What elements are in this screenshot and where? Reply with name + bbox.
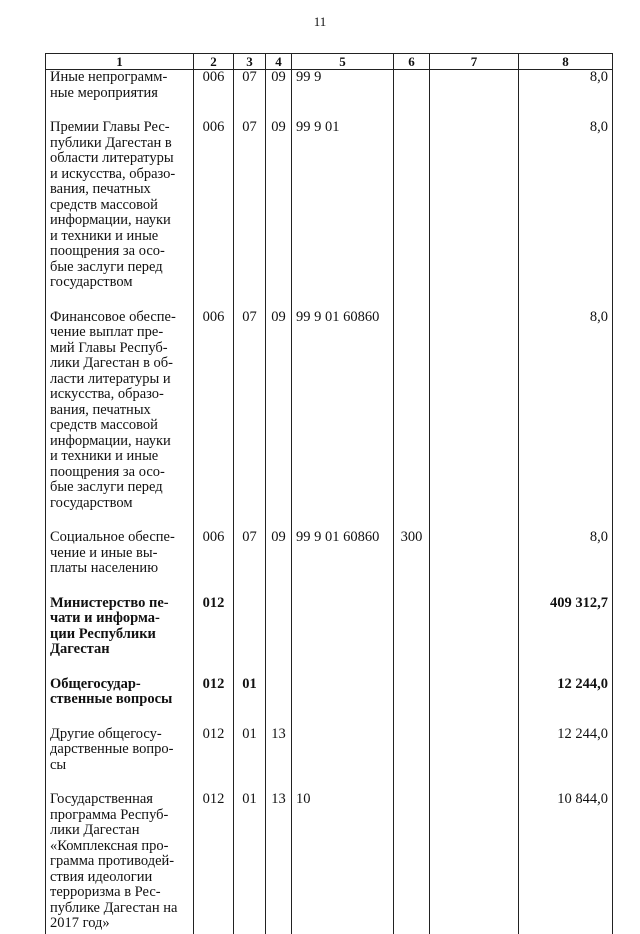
expense-type xyxy=(394,596,430,677)
section-code: 012 xyxy=(194,727,234,793)
subsection-code: 01 xyxy=(234,727,266,793)
row-name: Социальное обеспе- чение и иные вы- платы населению xyxy=(46,530,194,596)
target-code xyxy=(292,677,394,727)
target-code xyxy=(292,727,394,793)
expense-type xyxy=(394,70,430,121)
item-code: 13 xyxy=(266,727,292,793)
col7-value xyxy=(430,70,519,121)
col-header-2: 2 xyxy=(194,54,234,70)
target-code: 99 9 01 60860 xyxy=(292,530,394,596)
item-code xyxy=(266,677,292,727)
amount: 8,0 xyxy=(519,120,613,310)
amount: 10 844,0 xyxy=(519,792,613,934)
col7-value xyxy=(430,727,519,793)
col-header-8: 8 xyxy=(519,54,613,70)
subsection-code: 07 xyxy=(234,310,266,531)
subsection-code: 01 xyxy=(234,677,266,727)
row-name: Общегосудар- ственные вопросы xyxy=(46,677,194,727)
expense-type xyxy=(394,310,430,531)
col7-value xyxy=(430,677,519,727)
row-name: Государственная программа Респуб- лики Дагестан «Комплексная про- грамма противодей- ствия идеологии терроризма в Рес- публике Дагестан на 2017 год» xyxy=(46,792,194,934)
section-code: 012 xyxy=(194,792,234,934)
expense-type xyxy=(394,120,430,310)
col7-value xyxy=(430,310,519,531)
amount: 12 244,0 xyxy=(519,677,613,727)
subsection-code: 01 xyxy=(234,792,266,934)
section-code: 006 xyxy=(194,530,234,596)
row-name: Финансовое обеспе- чение выплат пре- мий Главы Респуб- лики Дагестан в об- ласти литературы и искусства, образо- вания, печатных средств массовой информации, науки и техники и иные поощрения за осо- бые заслуги перед государством xyxy=(46,310,194,531)
table-row xyxy=(46,530,613,596)
table-row xyxy=(46,792,613,934)
col7-value xyxy=(430,792,519,934)
item-code xyxy=(266,596,292,677)
col-header-4: 4 xyxy=(266,54,292,70)
row-name: Иные непрограмм- ные мероприятия xyxy=(46,70,194,121)
row-name: Другие общегосу- дарственные вопро- сы xyxy=(46,727,194,793)
expense-type xyxy=(394,727,430,793)
section-code: 012 xyxy=(194,596,234,677)
row-name: Премии Главы Рес- публики Дагестан в области литературы и искусства, образо- вания, печатных средств массовой информации, науки и техники и иные поощрения за осо- бые заслуги перед государством xyxy=(46,120,194,310)
section-code: 012 xyxy=(194,677,234,727)
item-code: 09 xyxy=(266,530,292,596)
amount: 8,0 xyxy=(519,310,613,531)
col7-value xyxy=(430,596,519,677)
section-code: 006 xyxy=(194,120,234,310)
expense-type: 300 xyxy=(394,530,430,596)
col7-value xyxy=(430,120,519,310)
subsection-code: 07 xyxy=(234,530,266,596)
col-header-7: 7 xyxy=(430,54,519,70)
amount: 12 244,0 xyxy=(519,727,613,793)
target-code: 99 9 01 60860 xyxy=(292,310,394,531)
target-code: 10 xyxy=(292,792,394,934)
item-code: 13 xyxy=(266,792,292,934)
row-name: Министерство пе- чати и информа- ции Республики Дагестан xyxy=(46,596,194,677)
col-header-3: 3 xyxy=(234,54,266,70)
col7-value xyxy=(430,530,519,596)
table-body xyxy=(46,70,613,934)
col-header-1: 1 xyxy=(46,54,194,70)
target-code: 99 9 xyxy=(292,70,394,121)
amount: 8,0 xyxy=(519,530,613,596)
header-row xyxy=(46,54,613,70)
table-row xyxy=(46,727,613,793)
subsection-code: 07 xyxy=(234,70,266,121)
item-code: 09 xyxy=(266,70,292,121)
table-row xyxy=(46,120,613,310)
col-header-5: 5 xyxy=(292,54,394,70)
section-code: 006 xyxy=(194,310,234,531)
amount: 8,0 xyxy=(519,70,613,121)
table-row xyxy=(46,70,613,121)
table-row xyxy=(46,677,613,727)
subsection-code: 07 xyxy=(234,120,266,310)
item-code: 09 xyxy=(266,310,292,531)
table-row xyxy=(46,596,613,677)
target-code: 99 9 01 xyxy=(292,120,394,310)
page-number: 11 xyxy=(313,14,327,29)
target-code xyxy=(292,596,394,677)
subsection-code xyxy=(234,596,266,677)
expense-type xyxy=(394,792,430,934)
expense-type xyxy=(394,677,430,727)
col-header-6: 6 xyxy=(394,54,430,70)
budget-table xyxy=(45,53,613,934)
item-code: 09 xyxy=(266,120,292,310)
table-row xyxy=(46,310,613,531)
section-code: 006 xyxy=(194,70,234,121)
amount: 409 312,7 xyxy=(519,596,613,677)
